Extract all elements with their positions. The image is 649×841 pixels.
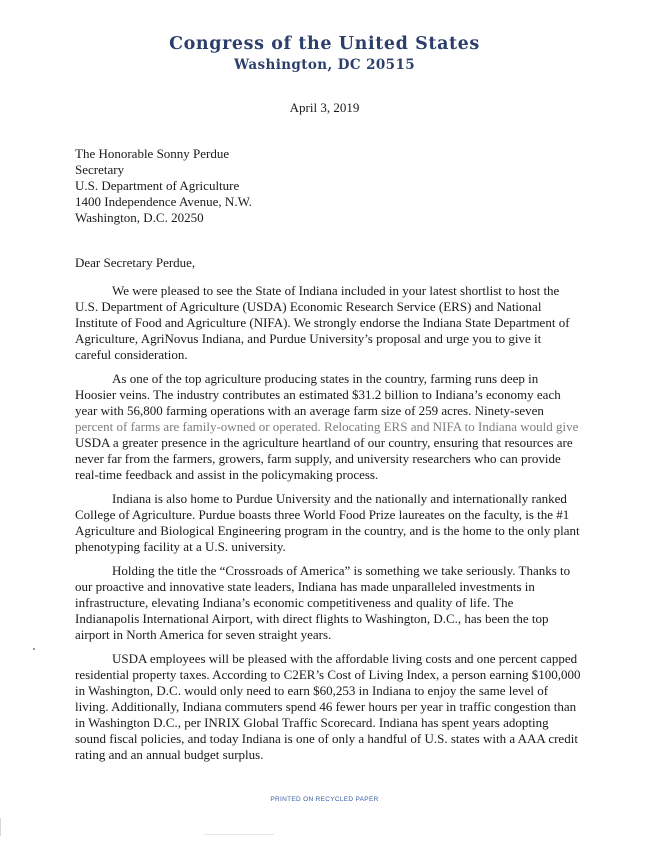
paragraph-line: Indiana is also home to Purdue University and the nationally and internationally ranked: [112, 491, 567, 506]
paragraph-line: Holding the title the “Crossroads of America” is something we take seriously. Thanks to: [112, 563, 571, 578]
paragraph-line: Institute of Food and Agriculture (NIFA). We strongly endorse the Indiana State Department of: [75, 315, 570, 330]
paragraph-line: USDA a greater presence in the agriculture heartland of our country, ensuring that resources are: [75, 435, 573, 450]
salutation: Dear Secretary Perdue,: [75, 255, 196, 270]
paragraph-line: U.S. Department of Agriculture (USDA) Economic Research Service (ERS) and National: [75, 299, 542, 314]
paragraph-line: residential property taxes. According to C2ER’s Cost of Living Index, a person earning $100,000: [75, 667, 581, 682]
paragraph-line: sound fiscal policies, and today Indiana is one of only a handful of U.S. states with a AAA credit: [75, 731, 578, 746]
paragraph-line: living. Additionally, Indiana commuters spend 46 fewer hours per year in traffic congestion than: [75, 699, 577, 714]
paragraph-crossroads: [75, 563, 585, 643]
paragraph-line: rating and an annual budget surplus.: [75, 747, 264, 762]
paragraph-line: in Washington D.C., per INRIX Global Traffic Scorecard. Indiana has spent years adopting: [75, 715, 549, 730]
paragraph-line: year with 56,800 farming operations with an average farm size of 259 acres. Ninety-seven: [75, 403, 544, 418]
paragraph-line: careful consideration.: [75, 347, 188, 362]
letter-date: April 3, 2019: [289, 100, 360, 115]
letterhead-location: Washington, DC 20515: [233, 57, 416, 73]
paragraph-line: Agriculture, AgriNovus Indiana, and Purdue University’s proposal and urge you to give it: [75, 331, 542, 346]
paragraph-line: in Washington, D.C. would only need to earn $60,253 in Indiana to enjoy the same level of: [75, 683, 549, 698]
paragraph-line: airport in North America for seven straight years.: [75, 627, 332, 642]
paragraph-purdue: [75, 491, 585, 555]
paragraph-line: never far from the farmers, growers, farm supply, and university researchers who can provide: [75, 451, 561, 466]
scan-corner-mark: [0, 818, 13, 836]
scan-speck: [33, 648, 35, 650]
paragraph-line: our proactive and innovative state leaders, Indiana has made unparalleled investments in: [75, 579, 535, 594]
paragraph-line: percent of farms are family-owned or operated. Relocating ERS and NIFA to Indiana would give: [75, 419, 579, 434]
paragraph-line: As one of the top agriculture producing states in the country, farming runs deep in: [112, 371, 539, 386]
paragraph-line: We were pleased to see the State of Indiana included in your latest shortlist to host the: [112, 283, 560, 298]
paragraph-line: real-time feedback and assist in the policymaking process.: [75, 467, 379, 482]
recycled-paper-footer: PRINTED ON RECYCLED PAPER: [270, 796, 379, 803]
recipient-street: 1400 Independence Avenue, N.W.: [75, 194, 252, 209]
letterhead-title: Congress of the United States: [169, 34, 480, 54]
recipient-name: The Honorable Sonny Perdue: [75, 146, 230, 161]
recipient-address: [75, 146, 252, 226]
recipient-city: Washington, D.C. 20250: [75, 210, 204, 225]
paragraph-line: Indianapolis International Airport, with direct flights to Washington, D.C., has been the top: [75, 611, 549, 626]
paragraph-agriculture: [75, 371, 585, 483]
paragraph-line: phenotyping facility at a U.S. university.: [75, 539, 286, 554]
paragraph-line: College of Agriculture. Purdue boasts three World Food Prize laureates on the faculty, is the #1: [75, 507, 570, 522]
paragraph-line: infrastructure, elevating Indiana’s economic competitiveness and quality of life. The: [75, 595, 514, 610]
scan-fold-line: [204, 834, 274, 835]
paragraph-line: USDA employees will be pleased with the affordable living costs and one percent capped: [112, 651, 578, 666]
paragraph-line: Hoosier veins. The industry contributes an estimated $31.2 billion to Indiana’s economy each: [75, 387, 561, 402]
recipient-department: U.S. Department of Agriculture: [75, 178, 240, 193]
recipient-title: Secretary: [75, 162, 125, 177]
paragraph-usda-shortlist: [75, 283, 585, 363]
paragraph-line: Agriculture and Biological Engineering program in the country, and is the home to the only plant: [75, 523, 580, 538]
paragraph-living-costs: [75, 651, 585, 763]
